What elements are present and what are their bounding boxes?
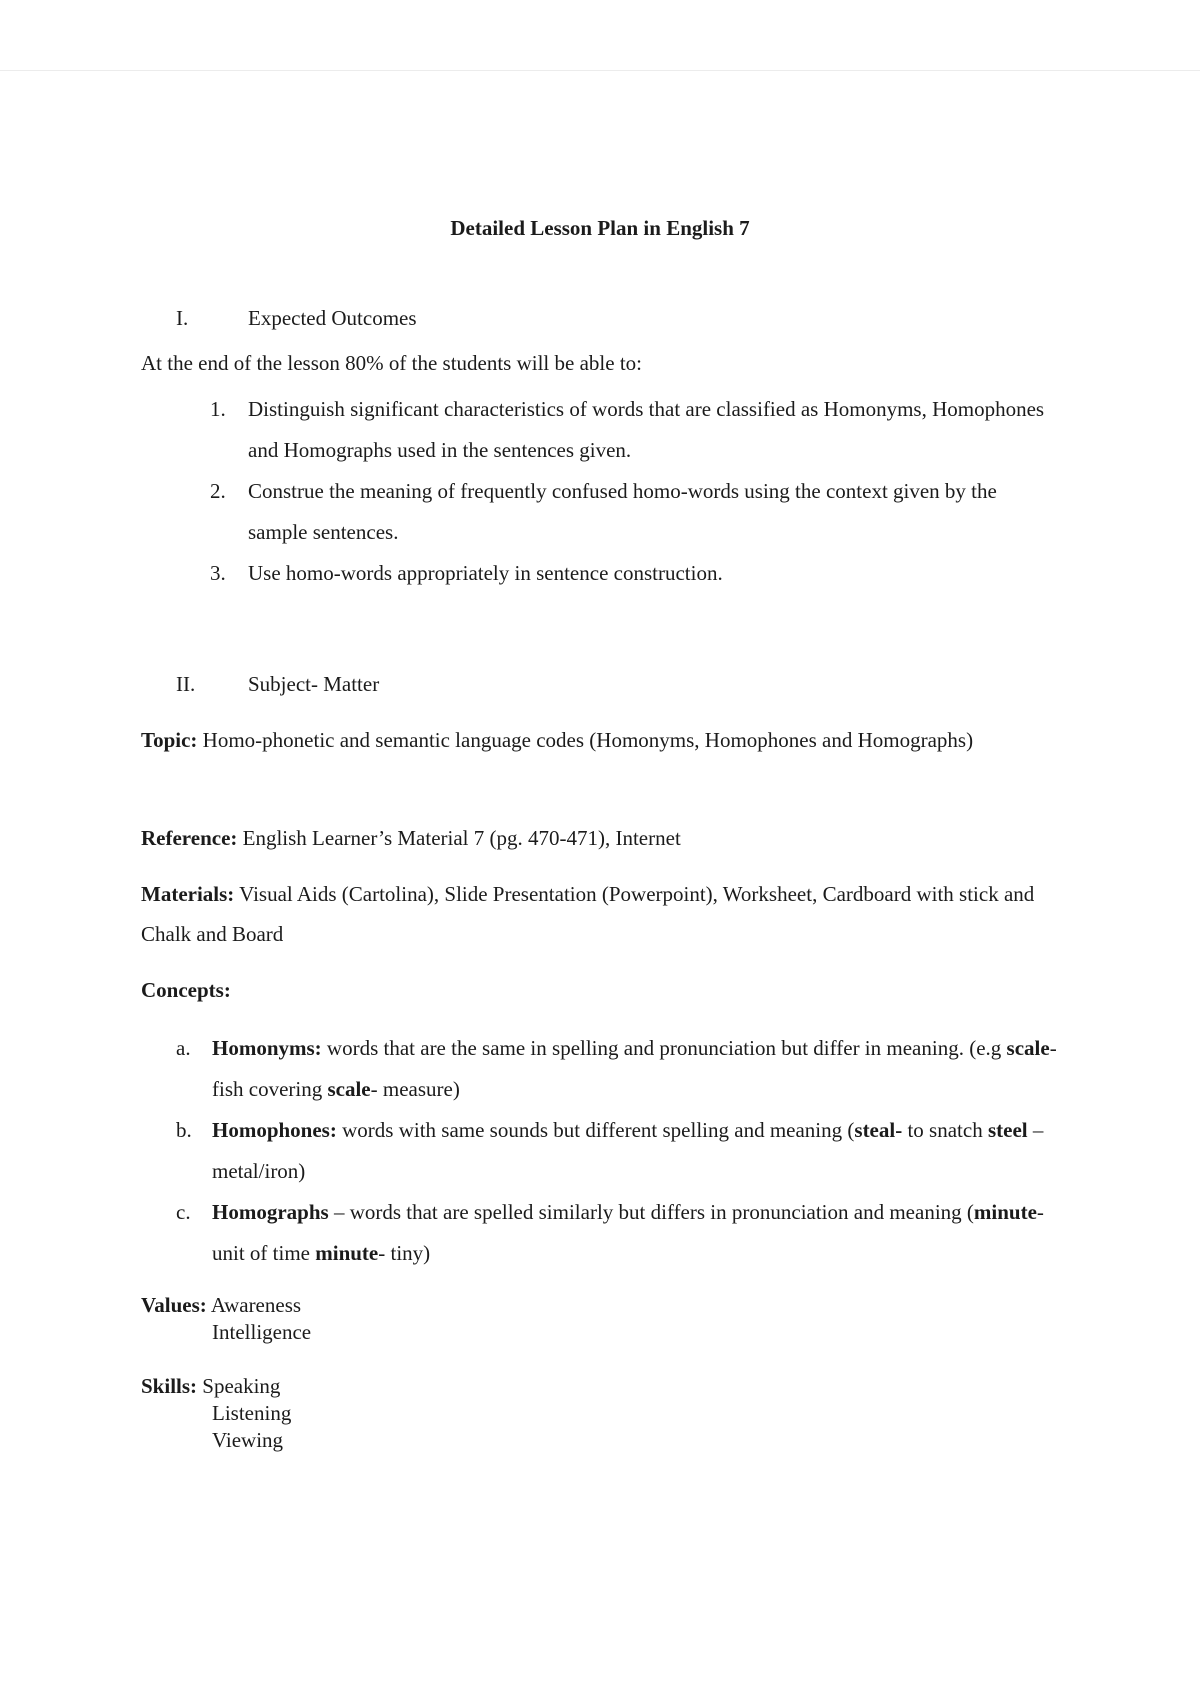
section-number: I. [176, 306, 189, 330]
section-heading-expected-outcomes [176, 306, 417, 331]
skills-block [141, 1373, 291, 1454]
values-item: Awareness [210, 1293, 302, 1317]
list-marker: 3. [210, 561, 226, 585]
concept-text: - measure) [370, 1077, 460, 1101]
concept-text: - tiny) [378, 1241, 431, 1265]
skills-item: Listening [212, 1401, 292, 1425]
section-title: Subject- Matter [248, 672, 380, 696]
concept-text: words with same sounds but different spelling and meaning ( [342, 1118, 855, 1142]
list-item [176, 1110, 1066, 1192]
topic-label: Topic: [141, 728, 198, 752]
reference-label: Reference: [141, 826, 238, 850]
concept-term: Homographs [212, 1200, 329, 1224]
concept-text: - fish covering [212, 1036, 1057, 1101]
skills-item: Viewing [212, 1428, 284, 1452]
values-row [141, 1292, 311, 1319]
concept-text: – words that are spelled similarly but differs in pronunciation and meaning ( [328, 1200, 974, 1224]
list-item-text: Use homo-words appropriately in sentence construction. [248, 561, 723, 585]
values-label: Values: [141, 1293, 207, 1317]
topic-text: Homo-phonetic and semantic language codes (Homonyms, Homophones and Homographs) [202, 728, 974, 752]
page-top-divider [0, 70, 1200, 71]
concept-text: words that are the same in spelling and pronunciation but differ in meaning. (e.g [326, 1036, 1007, 1060]
values-item: Intelligence [212, 1320, 312, 1344]
concepts-list [176, 1028, 1066, 1274]
outcomes-intro: At the end of the lesson 80% of the students will be able to: [141, 351, 642, 375]
skills-item: Speaking [202, 1374, 281, 1398]
reference-text: English Learner’s Material 7 (pg. 470-471), Internet [242, 826, 681, 850]
concept-text: – metal/iron) [212, 1118, 1044, 1183]
concepts-label: Concepts: [141, 978, 231, 1002]
example-word: minute [315, 1241, 379, 1265]
materials-label: Materials: [141, 882, 235, 906]
list-item [210, 471, 1060, 553]
concept-text: to snatch [902, 1118, 988, 1142]
outcomes-list [210, 389, 1060, 594]
list-item [210, 389, 1060, 471]
example-word: steel [987, 1118, 1028, 1142]
concept-term: Homonyms: [212, 1036, 322, 1060]
list-item-text: Distinguish significant characteristics of words that are classified as Homonyms, Homophones and Homographs used in the sentences given. [248, 397, 1045, 462]
list-marker: 1. [210, 397, 226, 421]
topic-paragraph [141, 720, 1061, 760]
list-item-text: Construe the meaning of frequently confused homo-words using the context given by the sample sentences. [248, 479, 997, 544]
section-heading-subject-matter [176, 672, 379, 697]
list-item [176, 1028, 1066, 1110]
list-marker: 2. [210, 479, 226, 503]
example-word: steal- [854, 1118, 903, 1142]
example-word: minute [973, 1200, 1037, 1224]
values-block [141, 1292, 311, 1346]
list-item [176, 1192, 1066, 1274]
skills-label: Skills: [141, 1374, 198, 1398]
reference-paragraph [141, 818, 1061, 858]
list-item [210, 553, 1060, 594]
concept-term: Homophones: [212, 1118, 337, 1142]
materials-text: Visual Aids (Cartolina), Slide Presentation (Powerpoint), Worksheet, Cardboard with stick and Chalk and Board [141, 882, 1035, 946]
concept-text: - unit of time [212, 1200, 1044, 1265]
list-marker: a. [176, 1036, 191, 1060]
example-word: scale [1006, 1036, 1050, 1060]
list-marker: c. [176, 1200, 191, 1224]
document-title: Detailed Lesson Plan in English 7 [450, 216, 750, 240]
section-title: Expected Outcomes [248, 306, 417, 330]
materials-paragraph [141, 874, 1061, 954]
concepts-heading [141, 970, 1061, 1010]
section-number: II. [176, 672, 196, 696]
list-marker: b. [176, 1118, 192, 1142]
skills-row [141, 1373, 291, 1400]
example-word: scale [327, 1077, 371, 1101]
